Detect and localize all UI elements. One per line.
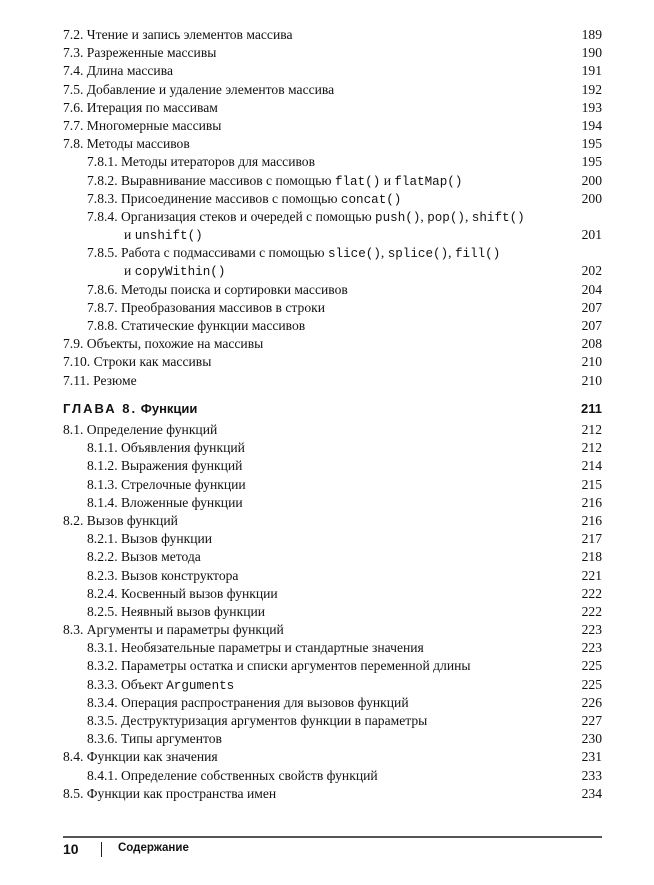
page-number: 226 bbox=[581, 694, 602, 710]
code-identifier: concat() bbox=[340, 192, 402, 207]
entry-text: 7.5. Добавление и удаление элементов массива bbox=[63, 81, 335, 97]
entry-title bbox=[87, 531, 212, 546]
toc-entry[interactable] bbox=[63, 299, 602, 317]
toc-entry[interactable] bbox=[63, 353, 602, 371]
entry-text: и bbox=[380, 172, 395, 188]
running-title: Содержание bbox=[118, 842, 189, 854]
toc-entry[interactable] bbox=[63, 26, 602, 44]
page-number: 211 bbox=[581, 401, 602, 416]
code-identifier: splice() bbox=[387, 247, 449, 262]
entry-title bbox=[63, 422, 217, 437]
page-number: 210 bbox=[581, 354, 602, 370]
entry-title bbox=[63, 786, 276, 801]
toc-entry[interactable] bbox=[63, 676, 602, 694]
toc-entry[interactable] bbox=[63, 317, 602, 335]
entry-text: 8.3.5. Деструктуризация аргументов функции в параметры bbox=[87, 713, 428, 728]
entry-title bbox=[87, 695, 409, 710]
toc-entry[interactable] bbox=[63, 281, 602, 299]
toc-entry[interactable] bbox=[63, 421, 602, 439]
page-number: 190 bbox=[581, 45, 602, 61]
page-number: 212 bbox=[581, 422, 602, 437]
entry-title bbox=[124, 227, 203, 242]
page-number: 214 bbox=[581, 458, 602, 474]
entry-text: 8.3.6. Типы аргументов bbox=[87, 731, 222, 747]
entry-title bbox=[87, 300, 325, 315]
entry-text: и bbox=[124, 263, 135, 279]
entry-text: , bbox=[420, 208, 428, 224]
code-identifier: unshift() bbox=[134, 229, 203, 244]
toc-section-chapter-8 bbox=[63, 399, 602, 803]
entry-text: 7.8.1. Методы итераторов для массивов bbox=[87, 154, 316, 170]
entry-title bbox=[63, 118, 221, 133]
entry-title bbox=[87, 731, 222, 746]
entry-title bbox=[63, 100, 218, 115]
toc-entry[interactable] bbox=[63, 585, 602, 603]
code-identifier: flat() bbox=[334, 174, 381, 189]
code-identifier: copyWithin() bbox=[134, 265, 226, 280]
entry-title bbox=[63, 27, 293, 42]
entry-title bbox=[87, 677, 234, 692]
entry-text: 8.3. Аргументы и параметры функций bbox=[63, 622, 284, 638]
toc-entry[interactable] bbox=[63, 512, 602, 530]
entry-text: 7.8.2. Выравнивание массивов с помощью bbox=[87, 172, 335, 188]
entry-text: 8.2. Вызов функций bbox=[63, 512, 178, 528]
code-identifier: shift() bbox=[471, 210, 525, 225]
entry-title bbox=[87, 768, 378, 783]
footer-separator bbox=[101, 842, 102, 857]
page-number: 193 bbox=[581, 99, 602, 115]
entry-title bbox=[87, 604, 265, 619]
page-number: 225 bbox=[581, 658, 602, 674]
page-number: 216 bbox=[581, 494, 602, 510]
page-number: 210 bbox=[581, 372, 602, 388]
page-number: 225 bbox=[581, 676, 602, 692]
entry-title bbox=[63, 622, 284, 637]
toc-entry[interactable] bbox=[63, 530, 602, 548]
code-identifier: pop() bbox=[427, 210, 465, 225]
entry-text: 8.1.1. Объявления функций bbox=[87, 440, 245, 456]
entry-title bbox=[63, 354, 211, 369]
page-number: 223 bbox=[581, 640, 602, 656]
page-number: 189 bbox=[581, 27, 602, 42]
page-number: 212 bbox=[581, 440, 602, 456]
code-identifier: push() bbox=[375, 210, 421, 225]
toc-entry[interactable] bbox=[63, 172, 602, 190]
entry-text: 8.4.1. Определение собственных свойств функций bbox=[87, 767, 378, 783]
entry-text: 7.8.7. Преобразования массивов в строки bbox=[87, 299, 325, 315]
toc-entry[interactable] bbox=[63, 748, 602, 766]
toc-entry[interactable] bbox=[63, 117, 602, 135]
entry-text: 8.3.1. Необязательные параметры и стандартные значения bbox=[87, 640, 424, 656]
page-number: 223 bbox=[581, 622, 602, 638]
entry-title bbox=[63, 336, 263, 351]
entry-text: , bbox=[380, 245, 388, 261]
entry-title bbox=[87, 640, 424, 655]
chapter-title: Функции bbox=[137, 401, 198, 416]
toc-section-chapter-7 bbox=[63, 26, 602, 390]
entry-text: 8.2.3. Вызов конструктора bbox=[87, 567, 239, 583]
toc-entry[interactable] bbox=[63, 730, 602, 748]
toc-entry-continuation[interactable] bbox=[63, 226, 602, 244]
entry-text: 8.1.3. Стрелочные функции bbox=[87, 476, 246, 492]
toc-entry[interactable] bbox=[63, 639, 602, 657]
entry-text: 8.2.1. Вызов функции bbox=[87, 531, 213, 547]
entry-text: 7.11. Резюме bbox=[63, 372, 137, 388]
entry-text: и bbox=[124, 227, 135, 243]
entry-title bbox=[87, 282, 348, 297]
entry-text: 7.10. Строки как массивы bbox=[63, 354, 212, 370]
entry-text: 7.3. Разреженные массивы bbox=[63, 45, 217, 61]
entry-title bbox=[87, 495, 243, 510]
entry-text: 8.4. Функции как значения bbox=[63, 749, 218, 765]
page-number: 208 bbox=[581, 336, 602, 352]
toc-entry-continuation[interactable] bbox=[63, 262, 602, 280]
code-identifier: flatMap() bbox=[394, 174, 463, 189]
toc-entry[interactable] bbox=[63, 81, 602, 99]
entry-title bbox=[63, 63, 173, 78]
toc-entry[interactable] bbox=[63, 135, 602, 153]
folio-number: 10 bbox=[63, 841, 79, 857]
entry-text: 8.5. Функции как пространства имен bbox=[63, 785, 277, 801]
toc-entry[interactable] bbox=[63, 476, 602, 494]
page-number: 207 bbox=[581, 318, 602, 333]
page-number: 201 bbox=[581, 227, 602, 243]
entry-title bbox=[87, 458, 242, 473]
entry-text: 8.1.2. Выражения функций bbox=[87, 458, 243, 474]
page-number: 202 bbox=[581, 263, 602, 279]
entry-title bbox=[63, 45, 216, 60]
entry-text: 8.3.2. Параметры остатка и списки аргументов переменной длины bbox=[87, 658, 471, 674]
page-number: 216 bbox=[581, 512, 602, 528]
entry-text: 7.8.3. Присоединение массивов с помощью bbox=[87, 190, 341, 206]
entry-title bbox=[87, 440, 245, 455]
entry-title bbox=[63, 373, 137, 388]
page-number: 218 bbox=[581, 549, 602, 565]
entry-text: 7.8. Методы массивов bbox=[63, 136, 190, 152]
entry-title bbox=[87, 318, 305, 333]
entry-title bbox=[87, 713, 427, 728]
toc-entry[interactable] bbox=[63, 621, 602, 639]
page-number: 200 bbox=[581, 172, 602, 188]
toc-entry[interactable] bbox=[63, 190, 602, 208]
entry-text: 7.8.4. Организация стеков и очередей с помощью bbox=[87, 208, 376, 224]
entry-title bbox=[87, 658, 471, 673]
page-number: 194 bbox=[581, 117, 602, 133]
page-number: 207 bbox=[581, 299, 602, 315]
page-number: 221 bbox=[581, 567, 602, 583]
entry-text: , bbox=[448, 245, 455, 261]
toc-entry[interactable] bbox=[63, 567, 602, 585]
toc-entry[interactable] bbox=[63, 657, 602, 675]
code-identifier: slice() bbox=[327, 247, 381, 262]
toc-entry[interactable] bbox=[63, 457, 602, 475]
entry-title bbox=[124, 263, 225, 278]
code-identifier: Arguments bbox=[166, 678, 235, 693]
chapter-label: ГЛАВА 8. bbox=[63, 401, 138, 416]
toc-entry[interactable] bbox=[63, 767, 602, 785]
toc-entry[interactable] bbox=[63, 785, 602, 803]
entry-text: 7.2. Чтение и запись элементов массива bbox=[63, 27, 293, 42]
entry-text: 7.8.6. Методы поиска и сортировки массивов bbox=[87, 281, 348, 297]
entry-title bbox=[63, 82, 334, 97]
entry-text: 8.2.5. Неявный вызов функции bbox=[87, 603, 266, 619]
toc-entry[interactable] bbox=[63, 372, 602, 390]
entry-text: 7.6. Итерация по массивам bbox=[63, 99, 218, 115]
entry-title bbox=[87, 209, 525, 224]
toc-entry[interactable] bbox=[63, 603, 602, 621]
entry-title bbox=[87, 245, 500, 260]
page-number: 231 bbox=[581, 749, 602, 765]
page-number: 192 bbox=[581, 81, 602, 97]
page-number: 195 bbox=[581, 154, 602, 170]
entry-title bbox=[87, 568, 238, 583]
entry-text: , bbox=[464, 208, 472, 224]
entry-title bbox=[87, 477, 246, 492]
toc-entry[interactable] bbox=[63, 244, 602, 262]
entry-title bbox=[87, 173, 462, 188]
chapter-heading[interactable] bbox=[63, 399, 602, 421]
page-number: 217 bbox=[581, 531, 602, 547]
page-number: 195 bbox=[581, 136, 602, 152]
toc-entry[interactable] bbox=[63, 99, 602, 117]
toc-entry[interactable] bbox=[63, 694, 602, 712]
entry-title bbox=[87, 549, 201, 564]
page-number: 204 bbox=[581, 281, 602, 297]
entry-text: 7.8.8. Статические функции массивов bbox=[87, 318, 306, 333]
toc-entry[interactable] bbox=[63, 335, 602, 353]
entry-title bbox=[87, 586, 278, 601]
toc-entry[interactable] bbox=[63, 494, 602, 512]
entry-title bbox=[87, 154, 315, 169]
code-identifier: fill() bbox=[454, 247, 501, 262]
entry-text: 7.8.5. Работа с подмассивами с помощью bbox=[87, 245, 328, 261]
page-number: 222 bbox=[581, 585, 602, 601]
entry-text: 8.1. Определение функций bbox=[63, 422, 218, 437]
toc-entry[interactable] bbox=[63, 548, 602, 566]
toc-entry[interactable] bbox=[63, 439, 602, 457]
page-number: 191 bbox=[581, 63, 602, 79]
entry-text: 8.2.4. Косвенный вызов функции bbox=[87, 585, 278, 601]
toc-entry[interactable] bbox=[63, 153, 602, 171]
entry-text: 8.1.4. Вложенные функции bbox=[87, 494, 243, 510]
entry-text: 8.3.3. Объект bbox=[87, 676, 167, 692]
entry-title bbox=[63, 136, 190, 151]
toc-entry[interactable] bbox=[63, 208, 602, 226]
toc-entry[interactable] bbox=[63, 712, 602, 730]
entry-text: 7.7. Многомерные массивы bbox=[63, 117, 222, 133]
page-number: 227 bbox=[581, 713, 602, 728]
entry-title bbox=[87, 191, 401, 206]
entry-text: 8.2.2. Вызов метода bbox=[87, 549, 201, 565]
page-number: 230 bbox=[581, 731, 602, 747]
footer-rule bbox=[63, 836, 602, 838]
entry-text: 8.3.4. Операция распространения для вызовов функций bbox=[87, 694, 409, 710]
entry-title bbox=[63, 749, 218, 764]
page-number: 200 bbox=[581, 190, 602, 206]
toc-entry[interactable] bbox=[63, 62, 602, 80]
entry-title bbox=[63, 513, 178, 528]
page-number: 233 bbox=[581, 767, 602, 783]
page-number: 222 bbox=[581, 603, 602, 619]
toc-entry[interactable] bbox=[63, 44, 602, 62]
page-number: 234 bbox=[581, 785, 602, 801]
entry-text: 7.4. Длина массива bbox=[63, 63, 173, 79]
page-number: 215 bbox=[581, 476, 602, 492]
entry-text: 7.9. Объекты, похожие на массивы bbox=[63, 336, 264, 352]
